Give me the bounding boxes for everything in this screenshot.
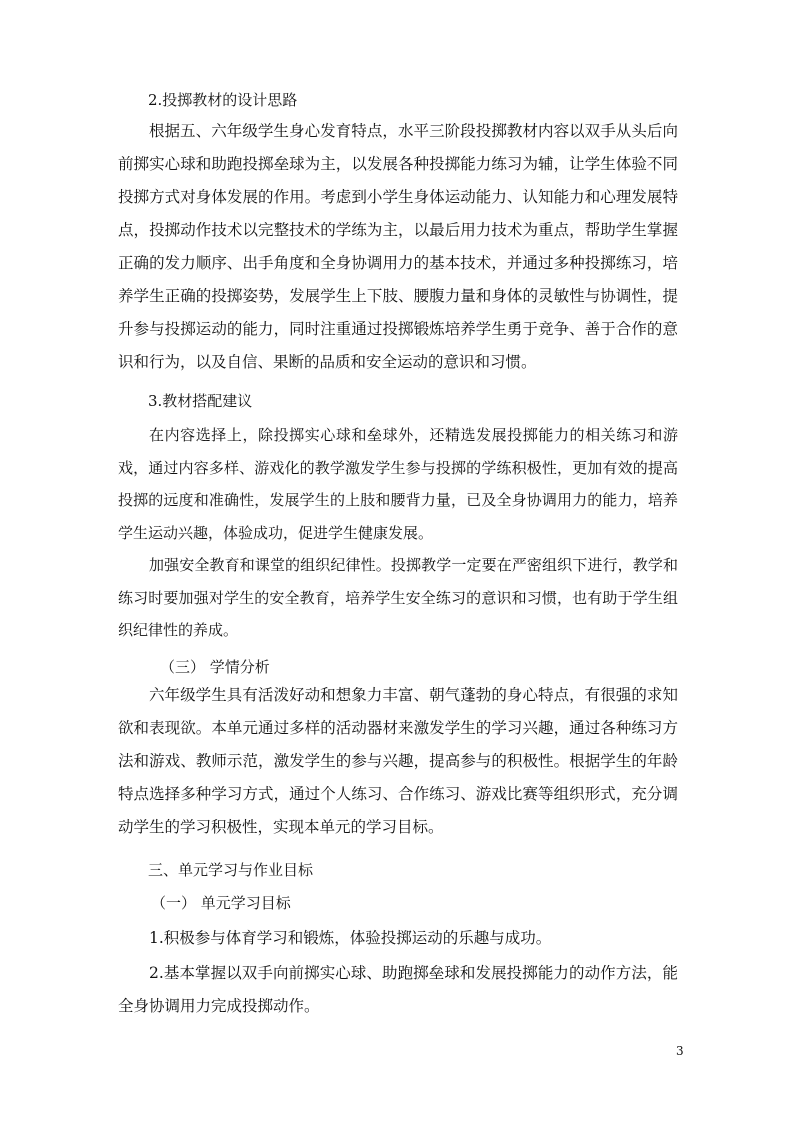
page-number: 3 [676, 1044, 684, 1058]
paragraph-safety-education: 加强安全教育和课堂的组织纪律性。投掷教学一定要在严密组织下进行，教学和练习时要加强对学生的安全教育，培养学生安全练习的意识和习惯，也有助于学生组织纪律性的养成。 [118, 556, 678, 639]
section-heading-design-ideas: 2.投掷教材的设计思路 [148, 91, 298, 109]
section-heading-learning-analysis: （三） 学情分析 [160, 658, 270, 676]
subheading-unit-learning-goals: （一） 单元学习目标 [151, 894, 291, 912]
section-heading-unit-goals: 三、单元学习与作业目标 [148, 861, 314, 879]
section-heading-material-suggestions: 3.教材搭配建议 [148, 392, 253, 410]
list-item-goal-2: 2.基本掌握以双手向前掷实心球、助跑掷垒球和发展投掷能力的动作方法，能全身协调用力完成投掷动作。 [118, 964, 678, 1015]
list-item-goal-1: 1.积极参与体育学习和锻炼，体验投掷运动的乐趣与成功。 [149, 929, 552, 947]
paragraph-design-ideas: 根据五、六年级学生身心发育特点，水平三阶段投掷教材内容以双手从头后向前掷实心球和助跑投掷垒球为主，以发展各种投掷能力练习为辅，让学生体验不同投掷方式对身体发展的作用。考虑到小学生身体运动能力、认知能力和心理发展特点，投掷动作技术以完整技术的学练为主，以最后用力技术为重点，帮助学生掌握正确的发力顺序、出手角度和全身协调用力的基本技术，并通过多种投掷练习，培养学生正确的投掷姿势，发展学生上下肢、腰腹力量和身体的灵敏性与协调性，提升参与投掷运动的能力，同时注重通过投掷锻炼培养学生勇于竞争、善于合作的意识和行为，以及自信、果断的品质和安全运动的意识和习惯。 [118, 122, 678, 371]
paragraph-content-selection: 在内容选择上，除投掷实心球和垒球外，还精选发展投掷能力的相关练习和游戏，通过内容多样、游戏化的教学激发学生参与投掷的学练积极性，更加有效的提高投掷的远度和准确性，发展学生的上肢和腰背力量，已及全身协调用力的能力，培养学生运动兴趣，体验成功，促进学生健康发展。 [118, 426, 678, 542]
paragraph-learning-analysis: 六年级学生具有活泼好动和想象力丰富、朝气蓬勃的身心特点，有很强的求知欲和表现欲。本单元通过多样的活动器材来激发学生的学习兴趣，通过各种练习方法和游戏、教师示范，激发学生的参与兴趣，提高参与的积极性。根据学生的年龄特点选择多种学习方式，通过个人练习、合作练习、游戏比赛等组织形式，充分调动学生的学习积极性，实现本单元的学习目标。 [118, 686, 678, 836]
